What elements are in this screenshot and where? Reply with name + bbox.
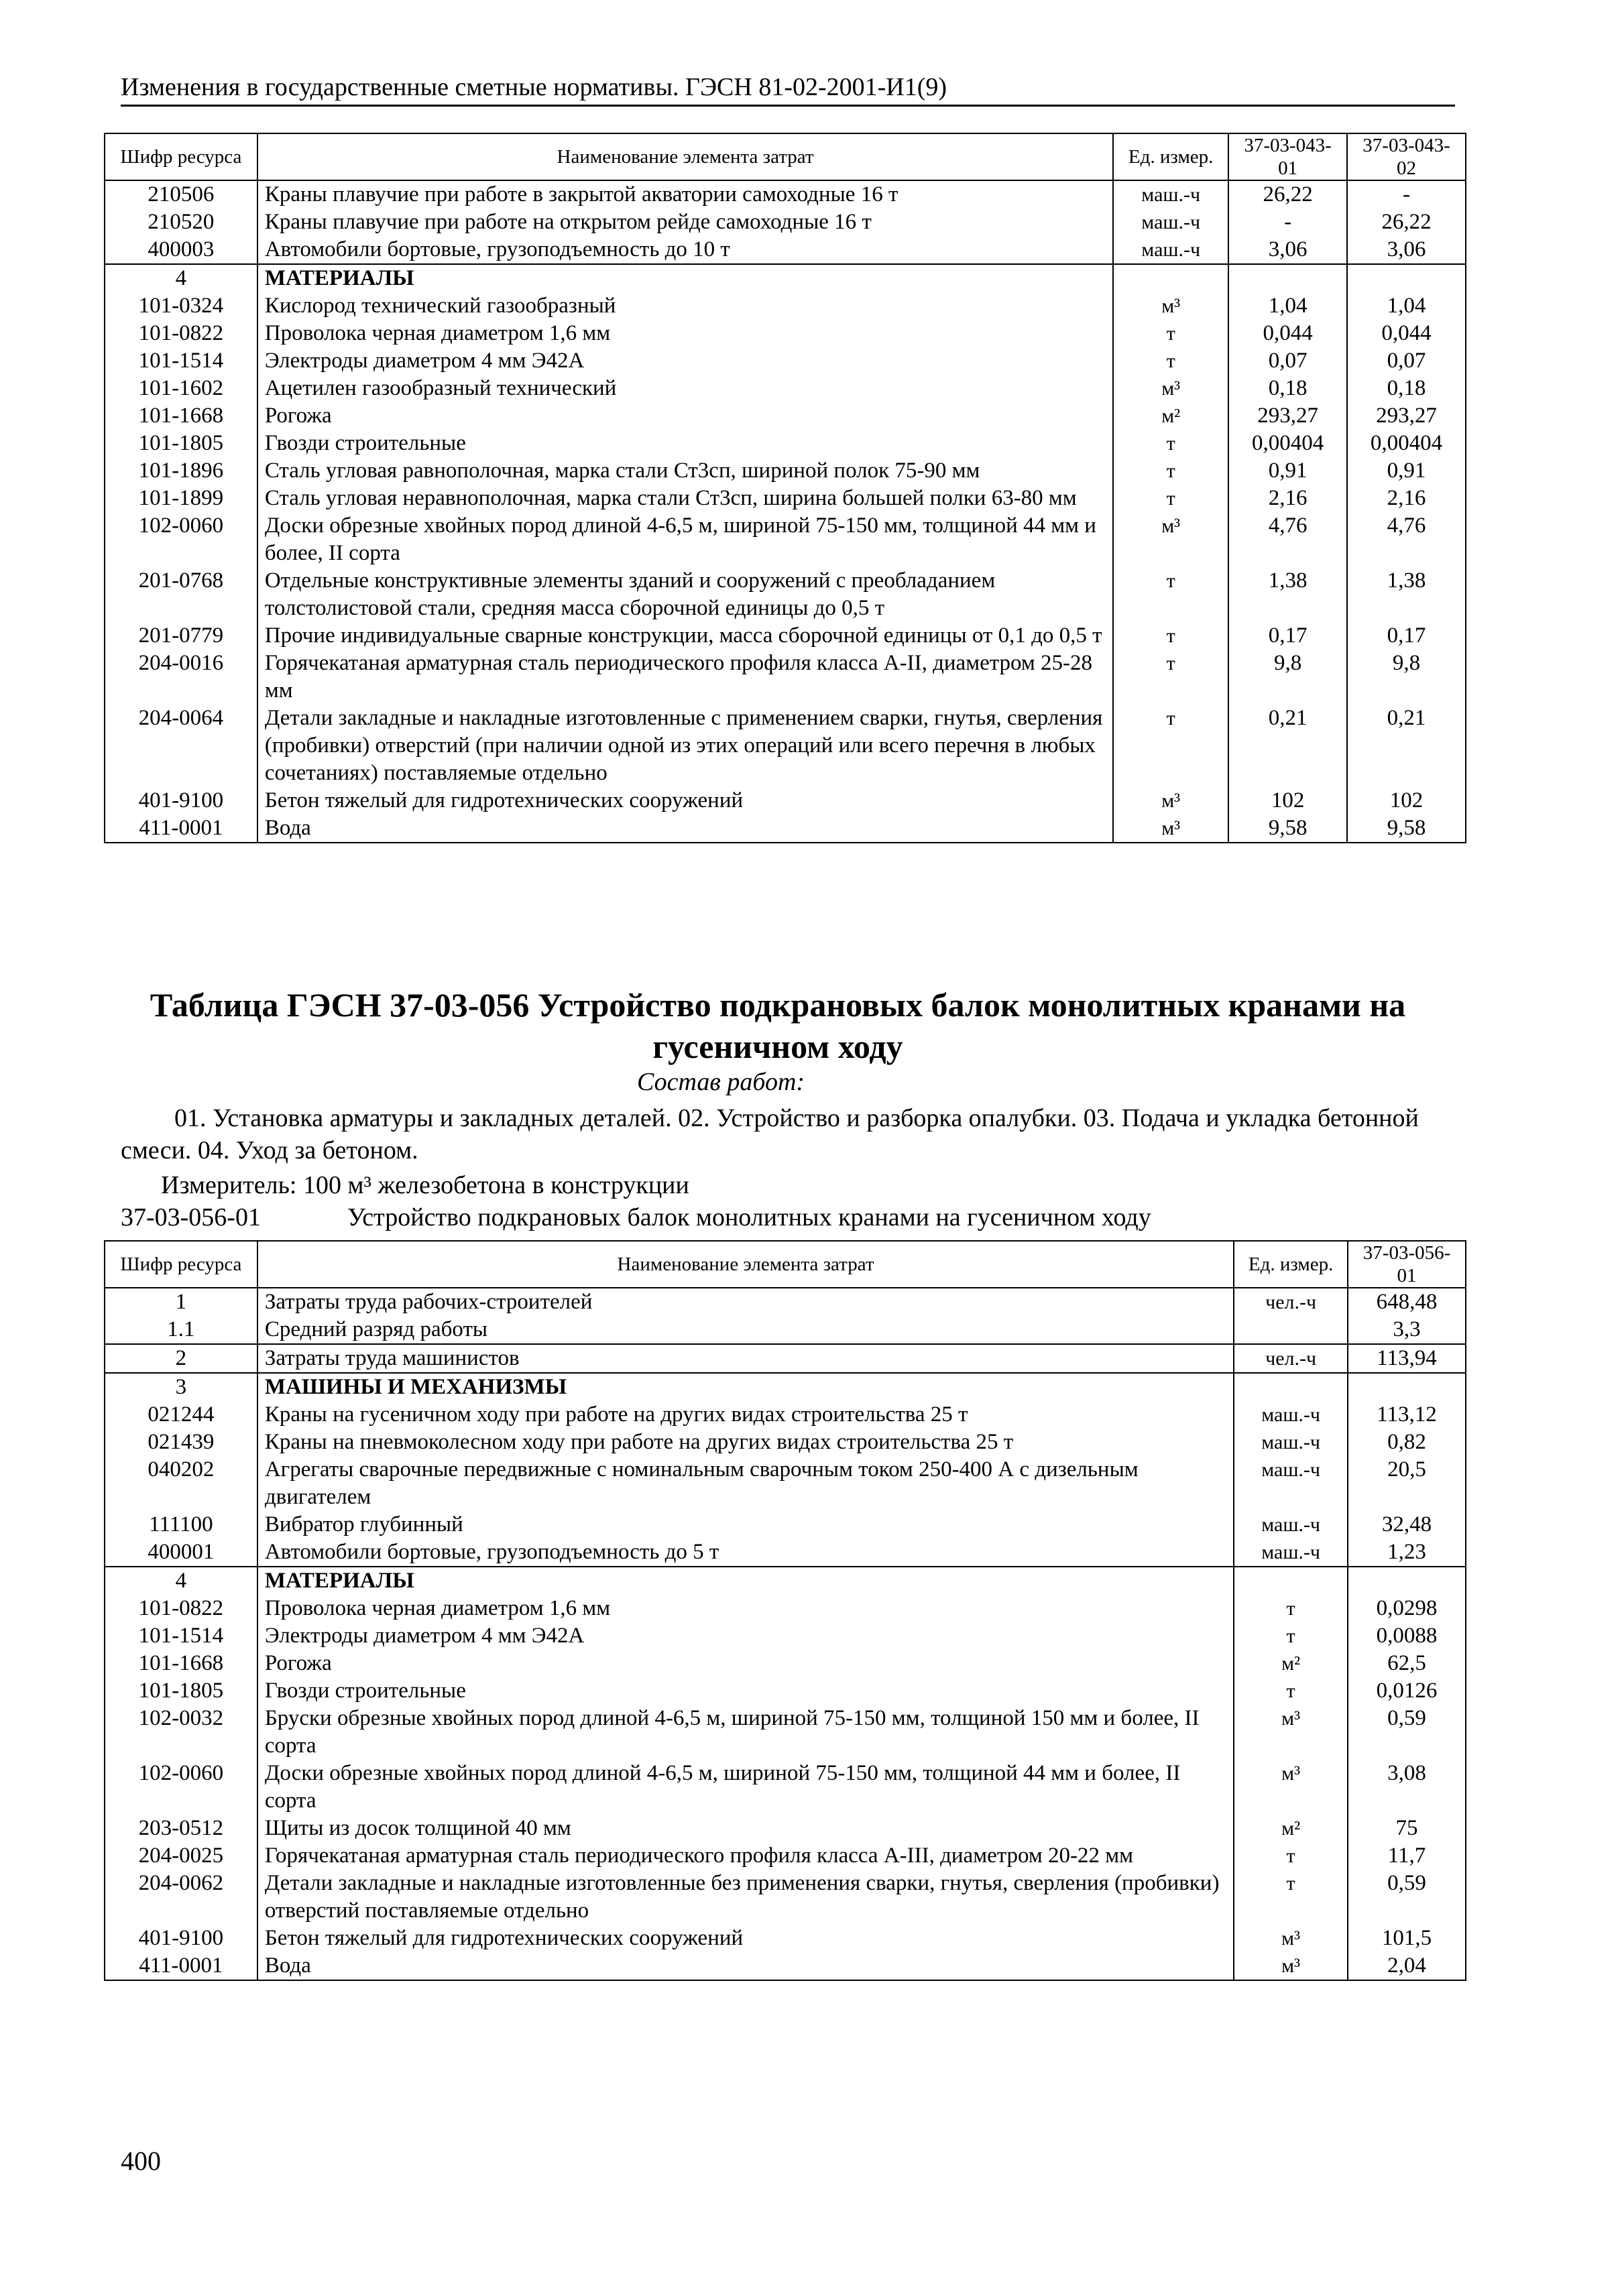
- table-row: [105, 1401, 1466, 1429]
- table-row: [105, 1538, 1466, 1567]
- resource-code: 201-0779: [105, 622, 257, 650]
- resource-unit: [1234, 1567, 1348, 1595]
- norm-value-1: 3,08: [1348, 1760, 1466, 1815]
- col-header-unit: Ед. измер.: [1234, 1241, 1348, 1288]
- norm-value-2: 102: [1347, 787, 1466, 814]
- resource-code: 101-0324: [105, 292, 257, 320]
- table-row: [105, 1842, 1466, 1870]
- resource-code: 101-1514: [105, 347, 257, 375]
- work-composition-label: Состав работ:: [637, 1068, 805, 1096]
- norm-value-2: 2,16: [1347, 485, 1466, 512]
- resource-name: Средний разряд работы: [257, 1316, 1234, 1344]
- norm-value-2: 0,17: [1347, 622, 1466, 650]
- norm-value-1: [1348, 1373, 1466, 1401]
- table-row: [105, 1316, 1466, 1344]
- norm-value-1: 648,48: [1348, 1288, 1466, 1316]
- table-row: [105, 567, 1466, 622]
- resource-name: Доски обрезные хвойных пород длиной 4-6,5 м, шириной 75-150 мм, толщиной 44 мм и более, II сорта: [257, 1760, 1234, 1815]
- resource-unit: т: [1113, 485, 1228, 512]
- resource-code: 101-1899: [105, 485, 257, 512]
- resource-unit: м²: [1234, 1650, 1348, 1677]
- resource-code: 3: [105, 1373, 257, 1401]
- table-row: [105, 1677, 1466, 1705]
- col-header-code: Шифр ресурса: [105, 133, 257, 180]
- table-row: [105, 292, 1466, 320]
- resource-unit: м³: [1113, 292, 1228, 320]
- norm-code: 37-03-056-01: [121, 1203, 261, 1231]
- norm-value-2: [1347, 264, 1466, 292]
- norm-name: Устройство подкрановых балок монолитных кранами на гусеничном ходу: [347, 1203, 1151, 1231]
- resource-code: 4: [105, 264, 257, 292]
- table-row: [105, 1456, 1466, 1511]
- resource-name: МАШИНЫ И МЕХАНИЗМЫ: [257, 1373, 1234, 1401]
- norm-value-2: 26,22: [1347, 208, 1466, 236]
- resource-name: Автомобили бортовые, грузоподъемность до 10 т: [257, 236, 1113, 264]
- resource-unit: т: [1234, 1842, 1348, 1870]
- norm-value-2: 4,76: [1347, 512, 1466, 567]
- resource-name: Краны на пневмоколесном ходу при работе на других видах строительства 25 т: [257, 1429, 1234, 1456]
- resource-code: 101-1514: [105, 1622, 257, 1650]
- resource-code: 101-0822: [105, 320, 257, 347]
- resource-name: Вода: [257, 1952, 1234, 1980]
- resource-code: 400003: [105, 236, 257, 264]
- col-header-code: Шифр ресурса: [105, 1241, 257, 1288]
- resource-unit: т: [1234, 1677, 1348, 1705]
- resource-name: Автомобили бортовые, грузоподъемность до 5 т: [257, 1538, 1234, 1567]
- table-row: [105, 1650, 1466, 1677]
- resource-unit: т: [1113, 457, 1228, 485]
- norm-value-1: 0,0088: [1348, 1622, 1466, 1650]
- norm-value-1: 101,5: [1348, 1925, 1466, 1952]
- norm-value-1: 4,76: [1228, 512, 1347, 567]
- resource-name: Горячекатаная арматурная сталь периодического профиля класса А-II, диаметром 25-28 мм: [257, 650, 1113, 705]
- norm-line: [121, 1201, 1455, 1233]
- work-composition-text: 01. Установка арматуры и закладных деталей. 02. Устройство и разборка опалубки. 03. Подача и укладка бетонной смеси. 04. Уход за бетоном.: [121, 1104, 1419, 1164]
- norm-value-1: 102: [1228, 787, 1347, 814]
- norm-value-1: 0,21: [1228, 705, 1347, 787]
- resource-name: Бруски обрезные хвойных пород длиной 4-6,5 м, шириной 75-150 мм, толщиной 150 мм и более, II сорта: [257, 1705, 1234, 1760]
- norm-value-1: 0,59: [1348, 1705, 1466, 1760]
- norm-value-1: 0,91: [1228, 457, 1347, 485]
- resource-name: Прочие индивидуальные сварные конструкции, масса сборочной единицы от 0,1 до 0,5 т: [257, 622, 1113, 650]
- norm-value-1: [1348, 1567, 1466, 1595]
- norm-value-1: -: [1228, 208, 1347, 236]
- table-row: [105, 650, 1466, 705]
- resource-name: Вода: [257, 814, 1113, 843]
- resource-unit: т: [1113, 705, 1228, 787]
- table-row: [105, 347, 1466, 375]
- norm-value-2: 1,38: [1347, 567, 1466, 622]
- table-row: [105, 1760, 1466, 1815]
- norm-value-1: 113,12: [1348, 1401, 1466, 1429]
- resource-name: Электроды диаметром 4 мм Э42А: [257, 1622, 1234, 1650]
- norm-value-2: 0,91: [1347, 457, 1466, 485]
- resource-code: 210520: [105, 208, 257, 236]
- resource-unit: маш.-ч: [1234, 1401, 1348, 1429]
- resource-name: Вибратор глубинный: [257, 1511, 1234, 1538]
- norm-value-2: 0,00404: [1347, 430, 1466, 457]
- table-row: [105, 208, 1466, 236]
- resource-code: 401-9100: [105, 1925, 257, 1952]
- norm-value-1: 20,5: [1348, 1456, 1466, 1511]
- resource-name: МАТЕРИАЛЫ: [257, 264, 1113, 292]
- resource-code: 101-1805: [105, 1677, 257, 1705]
- table-row: [105, 1815, 1466, 1842]
- resource-code: 204-0025: [105, 1842, 257, 1870]
- table-row: [105, 1511, 1466, 1538]
- table-row: [105, 402, 1466, 430]
- resource-code: 021244: [105, 1401, 257, 1429]
- table-row: [105, 705, 1466, 787]
- resource-code: 102-0032: [105, 1705, 257, 1760]
- resource-unit: м³: [1113, 512, 1228, 567]
- resource-unit: чел.-ч: [1234, 1288, 1348, 1316]
- norm-value-1: 2,16: [1228, 485, 1347, 512]
- table-row: [105, 1344, 1466, 1373]
- resource-name: Бетон тяжелый для гидротехнических сооружений: [257, 787, 1113, 814]
- resource-name: Затраты труда рабочих-строителей: [257, 1288, 1234, 1316]
- table-row: [105, 457, 1466, 485]
- resource-unit: маш.-ч: [1113, 208, 1228, 236]
- resource-name: Краны на гусеничном ходу при работе на других видах строительства 25 т: [257, 1401, 1234, 1429]
- meter-text: Измеритель: 100 м³ железобетона в конструкции: [161, 1171, 689, 1199]
- resource-unit: т: [1113, 650, 1228, 705]
- resource-name: Доски обрезные хвойных пород длиной 4-6,5 м, шириной 75-150 мм, толщиной 44 мм и более, II сорта: [257, 512, 1113, 567]
- resource-unit: [1234, 1373, 1348, 1401]
- norm-value-1: 62,5: [1348, 1650, 1466, 1677]
- resource-name: Краны плавучие при работе на открытом рейде самоходные 16 т: [257, 208, 1113, 236]
- col-header-unit: Ед. измер.: [1113, 133, 1228, 180]
- table-row: [105, 264, 1466, 292]
- resource-unit: т: [1234, 1870, 1348, 1925]
- table-row: [105, 1705, 1466, 1760]
- norm-value-1: 0,044: [1228, 320, 1347, 347]
- resource-code: 400001: [105, 1538, 257, 1567]
- table-row: [105, 1373, 1466, 1401]
- norm-value-2: 3,06: [1347, 236, 1466, 264]
- resource-unit: м³: [1234, 1952, 1348, 1980]
- norm-value-1: 32,48: [1348, 1511, 1466, 1538]
- table-row: [105, 1622, 1466, 1650]
- col-header-norm-1: 37-03-043-01: [1228, 133, 1347, 180]
- resource-name: Щиты из досок толщиной 40 мм: [257, 1815, 1234, 1842]
- resource-unit: маш.-ч: [1234, 1429, 1348, 1456]
- norm-value-1: 1,23: [1348, 1538, 1466, 1567]
- resource-name: Электроды диаметром 4 мм Э42А: [257, 347, 1113, 375]
- resource-unit: м³: [1234, 1705, 1348, 1760]
- resource-unit: м²: [1234, 1815, 1348, 1842]
- table-header-row: [105, 1241, 1466, 1288]
- resource-name: Гвозди строительные: [257, 1677, 1234, 1705]
- resource-unit: маш.-ч: [1113, 236, 1228, 264]
- norm-value-1: 0,0126: [1348, 1677, 1466, 1705]
- table-row: [105, 787, 1466, 814]
- resource-code: 101-1668: [105, 402, 257, 430]
- resource-code: 401-9100: [105, 787, 257, 814]
- resource-code: 201-0768: [105, 567, 257, 622]
- resource-code: 204-0062: [105, 1870, 257, 1925]
- norm-value-1: 0,0298: [1348, 1595, 1466, 1622]
- table-row: [105, 1595, 1466, 1622]
- norm-value-1: 113,94: [1348, 1344, 1466, 1373]
- norm-value-1: 0,00404: [1228, 430, 1347, 457]
- norm-value-2: 0,21: [1347, 705, 1466, 787]
- table-row: [105, 1567, 1466, 1595]
- page-header: Изменения в государственные сметные нормативы. ГЭСН 81-02-2001-И1(9): [121, 72, 1455, 107]
- resource-name: Ацетилен газообразный технический: [257, 375, 1113, 402]
- resource-code: 204-0016: [105, 650, 257, 705]
- resource-unit: т: [1113, 347, 1228, 375]
- resource-code: 411-0001: [105, 1952, 257, 1980]
- table-row: [105, 485, 1466, 512]
- resource-unit: м³: [1234, 1760, 1348, 1815]
- resource-code: 111100: [105, 1511, 257, 1538]
- col-header-name: Наименование элемента затрат: [257, 1241, 1234, 1288]
- resource-name: Гвозди строительные: [257, 430, 1113, 457]
- resource-code: 021439: [105, 1429, 257, 1456]
- resource-name: Рогожа: [257, 1650, 1234, 1677]
- resource-code: 4: [105, 1567, 257, 1595]
- resource-unit: т: [1234, 1622, 1348, 1650]
- resource-name: Агрегаты сварочные передвижные с номинальным сварочным током 250-400 А с дизельным двигателем: [257, 1456, 1234, 1511]
- resource-unit: т: [1113, 622, 1228, 650]
- norm-value-2: 0,044: [1347, 320, 1466, 347]
- resource-unit: чел.-ч: [1234, 1344, 1348, 1373]
- norm-value-2: 1,04: [1347, 292, 1466, 320]
- resource-unit: м³: [1113, 787, 1228, 814]
- norm-value-1: 11,7: [1348, 1842, 1466, 1870]
- table-row: [105, 1429, 1466, 1456]
- resource-unit: маш.-ч: [1234, 1538, 1348, 1567]
- resource-unit: м³: [1113, 814, 1228, 843]
- norm-value-1: 2,04: [1348, 1952, 1466, 1980]
- resource-name: Бетон тяжелый для гидротехнических сооружений: [257, 1925, 1234, 1952]
- norm-value-1: 0,18: [1228, 375, 1347, 402]
- resource-name: Рогожа: [257, 402, 1113, 430]
- table-row: [105, 814, 1466, 843]
- resource-name: Затраты труда машинистов: [257, 1344, 1234, 1373]
- resource-unit: [1113, 264, 1228, 292]
- norm-value-1: 0,17: [1228, 622, 1347, 650]
- resource-code: 101-1805: [105, 430, 257, 457]
- norm-value-1: 1,38: [1228, 567, 1347, 622]
- resource-code: 1: [105, 1288, 257, 1316]
- resource-name: Проволока черная диаметром 1,6 мм: [257, 1595, 1234, 1622]
- norm-value-1: 0,07: [1228, 347, 1347, 375]
- resource-unit: маш.-ч: [1234, 1456, 1348, 1511]
- resource-name: Горячекатаная арматурная сталь периодического профиля класса А-III, диаметром 20-22 мм: [257, 1842, 1234, 1870]
- resource-name: Детали закладные и накладные изготовленные без применения сварки, гнутья, сверления (пробивки) отверстий поставляемые отдельно: [257, 1870, 1234, 1925]
- table-row: [105, 236, 1466, 264]
- norm-value-2: -: [1347, 180, 1466, 208]
- resource-code: 411-0001: [105, 814, 257, 843]
- resource-name: МАТЕРИАЛЫ: [257, 1567, 1234, 1595]
- col-header-norm: 37-03-056-01: [1348, 1241, 1466, 1288]
- resource-name: Сталь угловая равнополочная, марка стали Ст3сп, шириной полок 75-90 мм: [257, 457, 1113, 485]
- resource-name: Проволока черная диаметром 1,6 мм: [257, 320, 1113, 347]
- resource-unit: маш.-ч: [1234, 1511, 1348, 1538]
- table-row: [105, 622, 1466, 650]
- resource-code: 102-0060: [105, 1760, 257, 1815]
- norm-value-1: 0,59: [1348, 1870, 1466, 1925]
- table-row: [105, 180, 1466, 208]
- resource-unit: т: [1113, 430, 1228, 457]
- resource-unit: м²: [1113, 402, 1228, 430]
- norm-value-2: 9,58: [1347, 814, 1466, 843]
- norm-value-1: 3,3: [1348, 1316, 1466, 1344]
- page-number: 400: [121, 2146, 161, 2176]
- resource-code: 204-0064: [105, 705, 257, 787]
- resource-unit: маш.-ч: [1113, 180, 1228, 208]
- resource-name: Детали закладные и накладные изготовленные с применением сварки, гнутья, сверления (пробивки) отверстий (при наличии одной из этих операций или всего перечня в любых сочетаниях) поставляемые отдельно: [257, 705, 1113, 787]
- table-header-row: [105, 133, 1466, 180]
- table-row: [105, 1288, 1466, 1316]
- resource-code: 1.1: [105, 1316, 257, 1344]
- resource-name: Кислород технический газообразный: [257, 292, 1113, 320]
- resource-unit: м³: [1234, 1925, 1348, 1952]
- resource-unit: т: [1234, 1595, 1348, 1622]
- table-row: [105, 1952, 1466, 1980]
- resource-unit: т: [1113, 320, 1228, 347]
- table-row: [105, 1925, 1466, 1952]
- resource-table-2: [104, 1240, 1466, 1981]
- norm-value-1: 1,04: [1228, 292, 1347, 320]
- resource-unit: [1234, 1316, 1348, 1344]
- resource-code: 101-0822: [105, 1595, 257, 1622]
- norm-value-1: 75: [1348, 1815, 1466, 1842]
- table-row: [105, 430, 1466, 457]
- norm-value-1: 9,58: [1228, 814, 1347, 843]
- norm-value-2: 9,8: [1347, 650, 1466, 705]
- resource-code: 101-1602: [105, 375, 257, 402]
- table-row: [105, 375, 1466, 402]
- resource-code: 101-1668: [105, 1650, 257, 1677]
- table-row: [105, 512, 1466, 567]
- norm-value-1: 0,82: [1348, 1429, 1466, 1456]
- resource-table-1: [104, 133, 1466, 843]
- resource-unit: т: [1113, 567, 1228, 622]
- resource-code: 040202: [105, 1456, 257, 1511]
- norm-value-1: 293,27: [1228, 402, 1347, 430]
- norm-value-1: 9,8: [1228, 650, 1347, 705]
- resource-unit: м³: [1113, 375, 1228, 402]
- resource-code: 203-0512: [105, 1815, 257, 1842]
- resource-code: 210506: [105, 180, 257, 208]
- col-header-norm-2: 37-03-043-02: [1347, 133, 1466, 180]
- table-row: [105, 320, 1466, 347]
- resource-name: Отдельные конструктивные элементы зданий и сооружений с преобладанием толстолистовой стали, средняя масса сборочной единицы до 0,5 т: [257, 567, 1113, 622]
- norm-value-2: 0,18: [1347, 375, 1466, 402]
- norm-value-1: 3,06: [1228, 236, 1347, 264]
- norm-value-2: 293,27: [1347, 402, 1466, 430]
- resource-code: 2: [105, 1344, 257, 1373]
- table-title: Таблица ГЭСН 37-03-056 Устройство подкрановых балок монолитных кранами на гусеничном ходу: [150, 986, 1406, 1065]
- norm-value-1: 26,22: [1228, 180, 1347, 208]
- resource-name: Краны плавучие при работе в закрытой акватории самоходные 16 т: [257, 180, 1113, 208]
- col-header-name: Наименование элемента затрат: [257, 133, 1113, 180]
- norm-value-1: [1228, 264, 1347, 292]
- table-row: [105, 1870, 1466, 1925]
- norm-value-2: 0,07: [1347, 347, 1466, 375]
- resource-code: 102-0060: [105, 512, 257, 567]
- resource-code: 101-1896: [105, 457, 257, 485]
- resource-name: Сталь угловая неравнополочная, марка стали Ст3сп, ширина большей полки 63-80 мм: [257, 485, 1113, 512]
